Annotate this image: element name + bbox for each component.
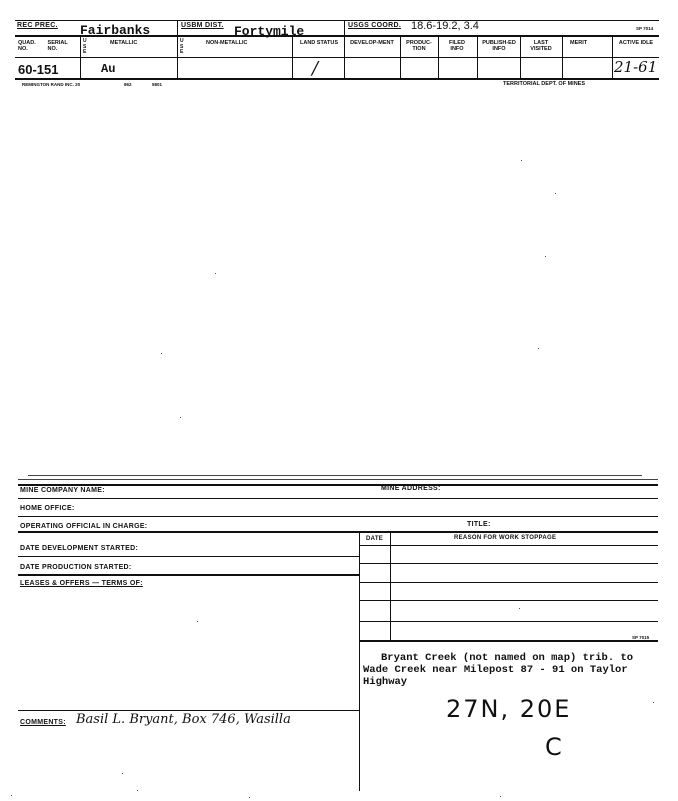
col-production: PRODUC-TION — [406, 40, 432, 52]
date-development-label: DATE DEVELOPMENT STARTED: — [20, 545, 139, 552]
col-land-status: LAND STATUS — [300, 40, 338, 46]
record-metallic: Au — [101, 62, 116, 76]
col-quad-serial — [18, 40, 78, 52]
mine-company-label: MINE COMPANY NAME: — [20, 487, 105, 494]
col-quad-no: QUAD. NO. — [18, 40, 36, 52]
operating-official-label: OPERATING OFFICIAL IN CHARGE: — [20, 523, 148, 530]
col-published-info: PUBLISH-ED INFO — [482, 40, 516, 52]
rec-prec-value: Fairbanks — [80, 23, 151, 38]
col-filed-info: FILED INFO — [449, 40, 465, 52]
usbm-dist-value: Fortymile — [234, 24, 305, 39]
reason-column-header: REASON FOR WORK STOPPAGE — [454, 535, 557, 541]
printer-code-2: 5801 — [152, 82, 163, 87]
col-us-marker-metallic: U S E — [83, 38, 87, 55]
department-name: TERRITORIAL DEPT. OF MINES — [503, 81, 585, 87]
usgs-coord-label: USGS COORD. — [348, 22, 402, 29]
mine-address-label: MINE ADDRESS: — [381, 485, 441, 492]
home-office-label: HOME OFFICE: — [20, 505, 75, 512]
handwritten-coordinates: 27N, 20E — [446, 695, 572, 723]
comments-label: COMMENTS: — [20, 719, 66, 726]
rec-prec-label: REC PREC. — [17, 22, 58, 29]
col-metallic: METALLIC — [110, 40, 138, 46]
form-number-top: SP 7014 — [636, 26, 654, 31]
record-quad-serial: 60-151 — [18, 62, 59, 77]
usbm-dist-label: USBM DIST. — [181, 22, 224, 29]
col-active-idle: ACTIVE IDLE — [618, 40, 654, 46]
printer-imprint: REMINGTON RAND INC. 20 — [22, 82, 81, 87]
usgs-coord-value: 18.6-19.2, 3.4 — [411, 20, 479, 32]
handwritten-letter: C — [545, 733, 562, 761]
record-land-status: / — [312, 58, 319, 79]
location-note-line-3: Highway — [363, 676, 408, 688]
printer-code-1: 862 — [124, 82, 132, 87]
date-column-header: DATE — [366, 536, 384, 542]
comments-value: Basil L. Bryant, Box 746, Wasilla — [76, 712, 291, 727]
col-non-metallic: NON-METALLIC — [206, 40, 248, 46]
location-note-line-1: Bryant Creek (not named on map) trib. to — [381, 652, 634, 664]
date-production-label: DATE PRODUCTION STARTED: — [20, 564, 132, 571]
form-number-bottom: SP 7015 — [632, 635, 650, 640]
col-us-marker-nonmetallic: U S E — [180, 38, 184, 55]
location-note — [363, 652, 658, 688]
record-active-idle: 21-61 — [614, 58, 658, 76]
location-note-line-2: Wade Creek near Milepost 87 - 91 on Taylor — [363, 664, 628, 676]
title-label: TITLE: — [467, 521, 491, 528]
col-last-visited: LAST VISITED — [530, 40, 552, 52]
col-merit: MERIT — [570, 40, 588, 46]
leases-label: LEASES & OFFERS — TERMS OF: — [20, 580, 143, 587]
col-development: DEVELOP-MENT — [350, 40, 394, 46]
col-serial-no: SERIAL NO. — [47, 40, 68, 52]
